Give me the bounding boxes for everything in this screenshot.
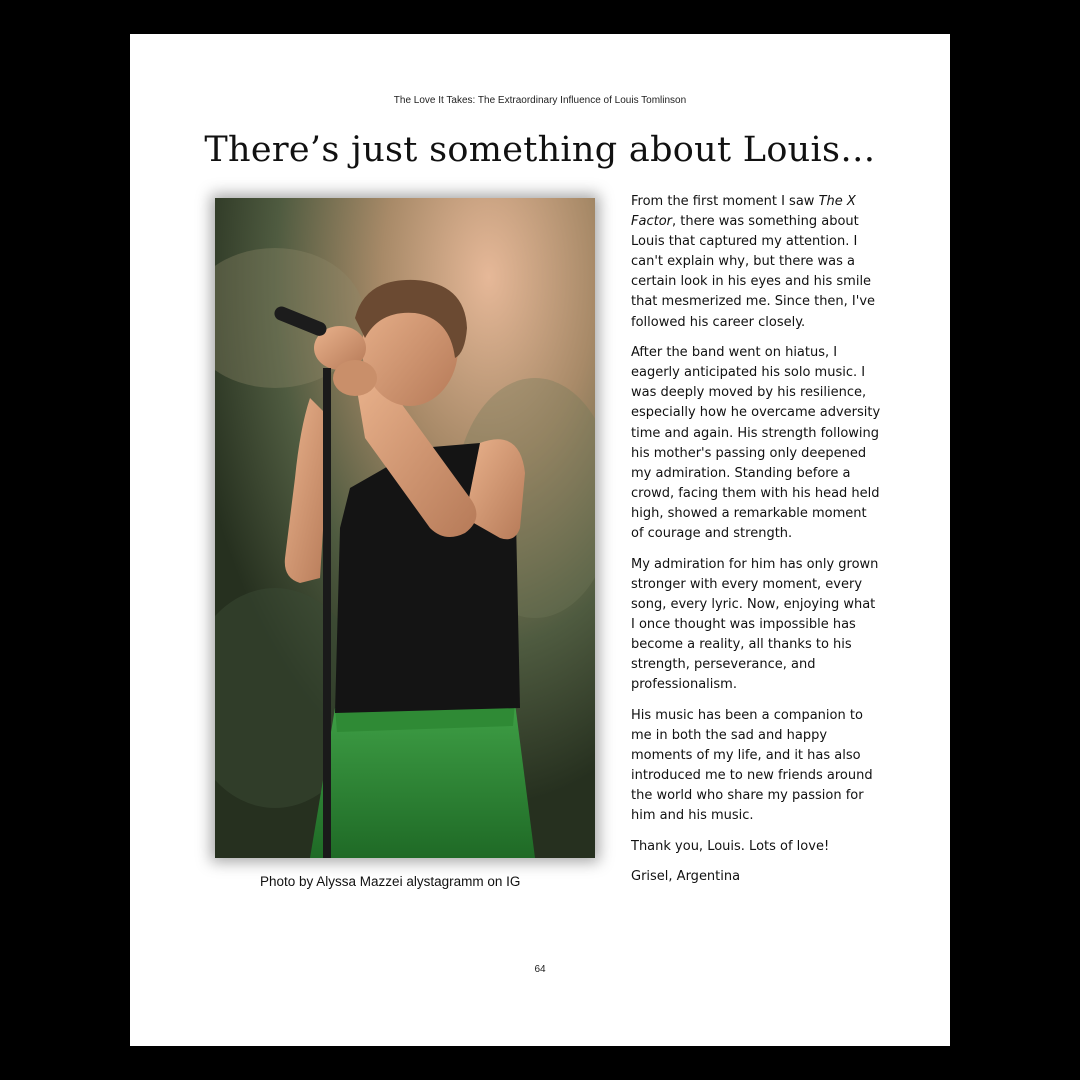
paragraph-4: His music has been a companion to me in both the sad and happy moments of my life, and it has also introduced me to new friends around the world who share my passion for him and his music.: [631, 707, 873, 824]
paragraph-1-rest: , there was something about Louis that captured my attention. I can't explain why, but there was a certain look in his eyes and his smile that mesmerized me. Since then, I've followed his career closely.: [631, 214, 876, 330]
page-number: 64: [534, 964, 546, 975]
paragraph-2: After the band went on hiatus, I eagerly anticipated his solo music. I was deeply moved by his resilience, especially how he overcame adversity time and again. His strength following his mother's passing only deepened my admiration. Standing before a crowd, facing them with his head held high, showed a remarkable moment of courage and strength.: [631, 345, 881, 541]
page-title: There’s just something about Louis…: [204, 130, 876, 170]
running-header: The Love It Takes: The Extraordinary Influence of Louis Tomlinson: [393, 95, 687, 106]
show-title: The X Factor: [631, 194, 856, 230]
paragraph-1: [631, 192, 883, 333]
paragraph-5: Thank you, Louis. Lots of love!: [631, 838, 830, 854]
paragraph-1-intro: From the first moment I saw: [631, 194, 819, 209]
book-page: [130, 34, 950, 1046]
signature: Grisel, Argentina: [631, 869, 741, 885]
concert-photo: [215, 198, 595, 858]
paragraph-3: My admiration for him has only grown stronger with every moment, every song, every lyric. Now, enjoying what I once thought was impossible has become a reality, all thanks to his strength, perseverance, and professionalism.: [631, 556, 879, 693]
article-body: [631, 192, 883, 898]
photo-caption: Photo by Alyssa Mazzei alystagramm on IG: [260, 874, 521, 889]
